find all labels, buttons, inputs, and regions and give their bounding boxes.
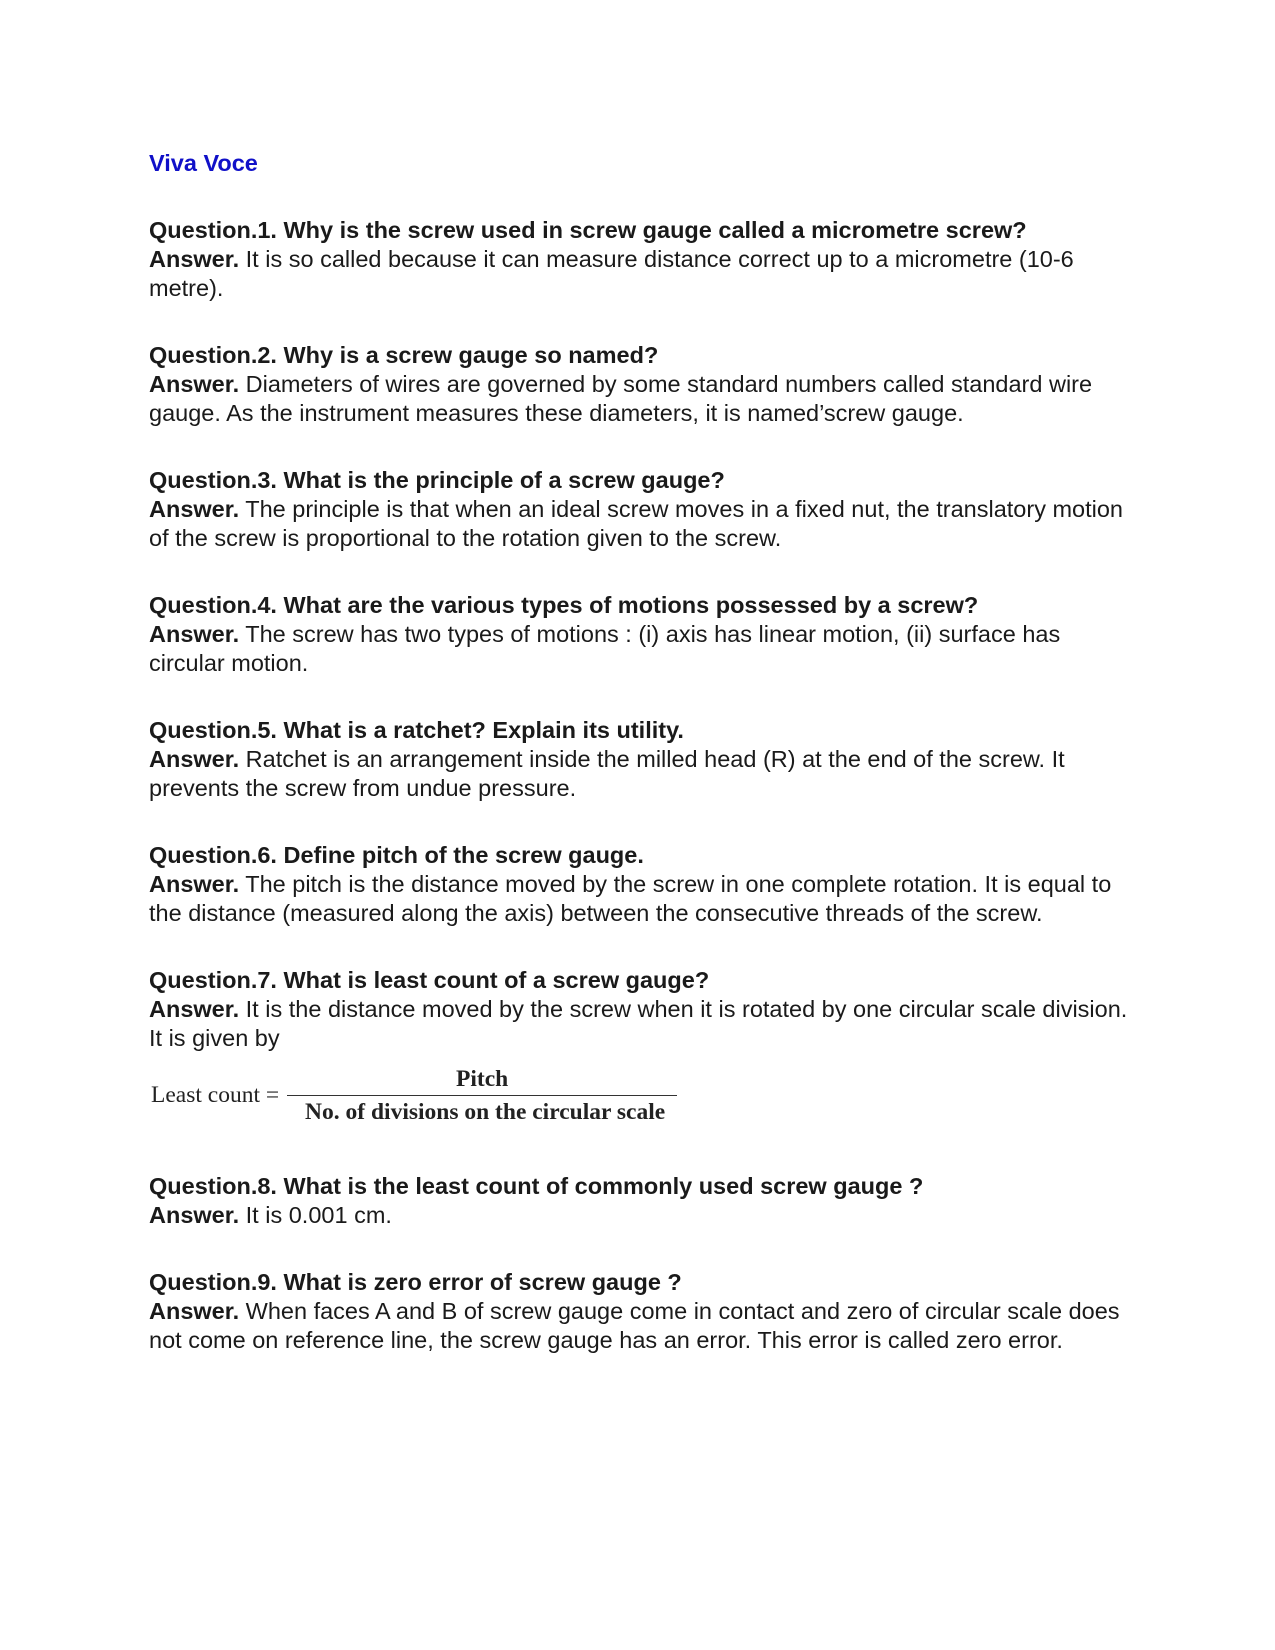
answer-label: Answer. <box>149 996 240 1022</box>
answer-text: The pitch is the distance moved by the screw in one complete rotation. It is equal to the distance (measured along the axis) between the consecutive threads of the screw. <box>149 871 1112 926</box>
answer-2 <box>149 370 1134 428</box>
answer-text: It is 0.001 cm. <box>239 1202 392 1228</box>
answer-1 <box>149 245 1134 303</box>
answer-label: Answer. <box>149 746 240 772</box>
question-5: Question.5. What is a ratchet? Explain its utility. <box>149 717 684 743</box>
question-6: Question.6. Define pitch of the screw gauge. <box>149 842 644 868</box>
answer-text: The principle is that when an ideal screw moves in a fixed nut, the translatory motion of the screw is proportional to the rotation given to the screw. <box>149 496 1124 551</box>
question-2: Question.2. Why is a screw gauge so named? <box>149 342 659 368</box>
answer-text: It is the distance moved by the screw when it is rotated by one circular scale division. It is given by <box>149 996 1128 1051</box>
question-3: Question.3. What is the principle of a screw gauge? <box>149 467 725 493</box>
answer-5 <box>149 745 1134 803</box>
answer-9 <box>149 1297 1134 1355</box>
answer-text: Ratchet is an arrangement inside the milled head (R) at the end of the screw. It prevents the screw from undue pressure. <box>149 746 1065 801</box>
answer-label: Answer. <box>149 621 240 647</box>
qa-item-1 <box>149 216 1134 303</box>
answer-text: When faces A and B of screw gauge come in contact and zero of circular scale does not come on reference line, the screw gauge has an error. This error is called zero error. <box>149 1298 1120 1353</box>
formula-lhs: Least count = <box>151 1082 280 1108</box>
answer-8 <box>149 1201 1134 1230</box>
answer-3 <box>149 495 1134 553</box>
answer-6 <box>149 870 1134 928</box>
qa-item-5 <box>149 716 1134 803</box>
formula-denominator: No. of divisions on the circular scale <box>305 1099 666 1125</box>
qa-item-9 <box>149 1268 1134 1355</box>
answer-label: Answer. <box>149 1202 240 1228</box>
answer-label: Answer. <box>149 246 240 272</box>
document-page <box>149 148 1134 1393</box>
answer-label: Answer. <box>149 371 240 397</box>
answer-label: Answer. <box>149 871 240 897</box>
qa-item-3 <box>149 466 1134 553</box>
answer-label: Answer. <box>149 1298 240 1324</box>
question-8: Question.8. What is the least count of commonly used screw gauge ? <box>149 1173 924 1199</box>
least-count-formula <box>151 1065 1134 1126</box>
formula-numerator: Pitch <box>456 1066 509 1092</box>
qa-item-6 <box>149 841 1134 928</box>
question-7: Question.7. What is least count of a screw gauge? <box>149 967 710 993</box>
qa-item-7 <box>149 966 1134 1053</box>
qa-item-4 <box>149 591 1134 678</box>
page-title: Viva Voce <box>149 150 258 176</box>
question-4: Question.4. What are the various types of motions possessed by a screw? <box>149 592 979 618</box>
qa-item-8 <box>149 1172 1134 1230</box>
answer-text: The screw has two types of motions : (i) axis has linear motion, (ii) surface has circular motion. <box>149 621 1061 676</box>
question-9: Question.9. What is zero error of screw gauge ? <box>149 1269 682 1295</box>
answer-label: Answer. <box>149 496 240 522</box>
answer-7 <box>149 995 1134 1053</box>
answer-4 <box>149 620 1134 678</box>
answer-text: It is so called because it can measure distance correct up to a micrometre (10-6 metre). <box>149 246 1074 301</box>
formula-fraction <box>287 1065 677 1126</box>
qa-item-2 <box>149 341 1134 428</box>
question-1: Question.1. Why is the screw used in screw gauge called a micrometre screw? <box>149 217 1027 243</box>
answer-text: Diameters of wires are governed by some standard numbers called standard wire gauge. As the instrument measures these diameters, it is named’screw gauge. <box>149 371 1093 426</box>
